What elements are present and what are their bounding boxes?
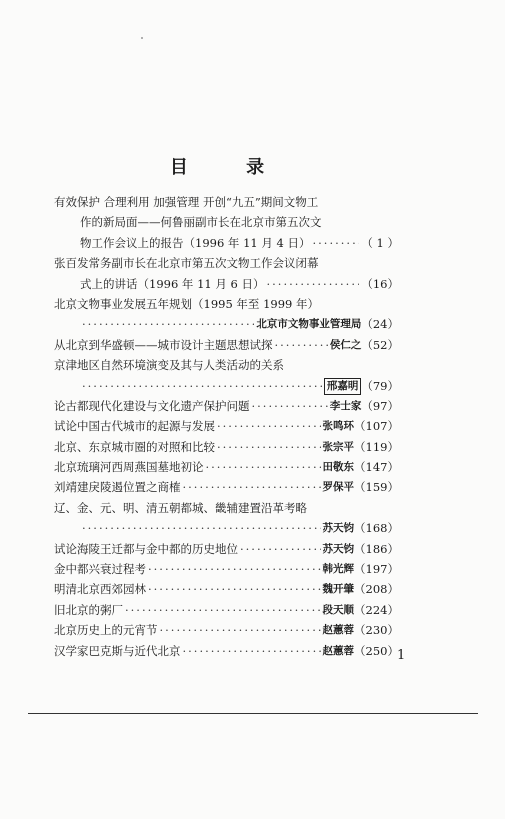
- toc-entry-title: 旧北京的粥厂: [54, 602, 123, 617]
- dot-leader: [82, 314, 254, 334]
- toc-entry-title: 北京琉璃河西周燕国墓地初论: [54, 460, 204, 475]
- toc-entry-author: 田敬东: [322, 461, 355, 474]
- toc-entry-line: [54, 457, 399, 477]
- footer-rule: [28, 713, 478, 714]
- dot-leader: [240, 539, 321, 559]
- dot-leader: [252, 396, 328, 416]
- toc-entry-title: 辽、金、元、明、清五朝都城、畿辅建置沿革考略: [54, 500, 307, 515]
- toc-entry-title: 汉学家巴克斯与近代北京: [54, 643, 181, 658]
- toc-entry-author: 苏天钧: [322, 522, 355, 535]
- toc-entry-line: [54, 212, 399, 232]
- dot-leader: [160, 620, 321, 640]
- toc-entry-page: （147）: [354, 460, 399, 475]
- toc-entry-title: 明清北京西郊园林: [54, 582, 146, 597]
- toc-entry-author: 侯仁之: [329, 338, 362, 351]
- toc-entry-line: [54, 192, 399, 212]
- toc-entry-title: 北京、东京城市圈的对照和比较: [54, 439, 215, 454]
- toc-entry-page: （24）: [361, 317, 399, 332]
- toc-entry-author: 段天顺: [322, 603, 355, 616]
- toc-entry-author: 北京市文物事业管理局: [256, 318, 362, 331]
- dot-leader: [82, 376, 322, 396]
- page-number: 1: [397, 648, 406, 663]
- toc-entry-line: [54, 620, 399, 640]
- dot-leader: [125, 600, 321, 620]
- toc-entry-line: [54, 294, 399, 314]
- dot-leader: [82, 518, 321, 538]
- toc-entry-leader-line: [54, 518, 399, 538]
- toc-entry-line: [54, 335, 399, 355]
- toc-entry-author: 韩光辉: [322, 563, 355, 576]
- toc-entry-page: （97）: [361, 398, 399, 413]
- toc-entry-page: （186）: [354, 541, 399, 556]
- dot-leader: [267, 274, 360, 294]
- toc-entry-page: （224）: [354, 602, 399, 617]
- toc-entry-author: 苏天钧: [322, 542, 355, 555]
- toc-entry-page: （197）: [354, 562, 399, 577]
- toc-entry-line: [54, 396, 399, 416]
- toc-entry-author: 李士家: [329, 399, 362, 412]
- toc-entry-line: [54, 416, 399, 436]
- toc-entry-title: 物工作会议上的报告（1996 年 11 月 4 日）: [80, 235, 311, 250]
- dot-leader: [313, 233, 360, 253]
- toc-entry-line: [54, 477, 399, 497]
- toc-entry-page: （52）: [361, 337, 399, 352]
- toc-entry-page: （159）: [354, 480, 399, 495]
- toc-entry-line: [54, 600, 399, 620]
- toc-entry-title: 北京文物事业发展五年规划（1995 年至 1999 年）: [54, 296, 319, 311]
- toc-entry-line: [54, 641, 399, 661]
- dot-leader: [206, 457, 321, 477]
- dot-leader: [148, 559, 321, 579]
- page-title: 目 录: [169, 157, 291, 178]
- dot-leader: [275, 335, 328, 355]
- toc-entry-title: 金中都兴衰过程考: [54, 562, 146, 577]
- toc-entry-author: 张宗平: [322, 440, 355, 453]
- toc-entry-line: [54, 253, 399, 273]
- scan-speck: [141, 37, 143, 39]
- toc-entry-page: （208）: [354, 582, 399, 597]
- toc-entry-title: 张百发常务副市长在北京市第五次文物工作会议闭幕: [54, 256, 319, 271]
- toc-entry-author: 赵蕙蓉: [322, 644, 355, 657]
- dot-leader: [217, 416, 321, 436]
- toc-entry-author: 赵蕙蓉: [322, 624, 355, 637]
- toc-entry-page: （ 1 ）: [361, 235, 399, 250]
- toc-entry-title: 式上的讲话（1996 年 11 月 6 日）: [80, 276, 265, 291]
- toc-entry-page: （230）: [354, 623, 399, 638]
- dot-leader: [183, 641, 321, 661]
- toc-entry-line: [54, 355, 399, 375]
- dot-leader: [183, 477, 321, 497]
- toc-entry-page: （119）: [354, 439, 399, 454]
- toc-entry-page: （79）: [361, 378, 399, 393]
- toc-entry-title: 刘靖建戾陵遏位置之商榷: [54, 480, 181, 495]
- toc-entry-leader-line: [54, 314, 399, 334]
- toc-entry-title: 试论中国古代城市的起源与发展: [54, 419, 215, 434]
- toc-entry-title: 京津地区自然环境演变及其与人类活动的关系: [54, 358, 284, 373]
- toc-entry-title: 北京历史上的元宵节: [54, 623, 158, 638]
- toc-entry-page: （168）: [354, 521, 399, 536]
- toc-entry-title: 从北京到华盛顿——城市设计主题思想试探: [54, 337, 273, 352]
- toc-entry-title: 试论海陵王迁都与金中都的历史地位: [54, 541, 238, 556]
- toc-entry-page: （16）: [361, 276, 399, 291]
- toc-entry-title: 作的新局面——何鲁丽副市长在北京市第五次文: [80, 215, 322, 230]
- toc-entry-line: [54, 559, 399, 579]
- toc-entry-line: [54, 437, 399, 457]
- toc-entry-leader-line: [54, 376, 399, 396]
- toc-entry-line: [54, 233, 399, 253]
- toc-entry-page: （107）: [354, 419, 399, 434]
- toc-entry-author: 魏开肇: [322, 583, 355, 596]
- toc-entry-author: 张鸣环: [322, 420, 355, 433]
- toc-entry-line: [54, 498, 399, 518]
- dot-leader: [217, 437, 321, 457]
- table-of-contents: [54, 192, 399, 661]
- toc-entry-page: （250）: [354, 643, 399, 658]
- dot-leader: [148, 579, 321, 599]
- toc-entry-author: 邢嘉明: [324, 378, 362, 395]
- toc-entry-title: 论古都现代化建设与文化遗产保护问题: [54, 398, 250, 413]
- toc-entry-line: [54, 539, 399, 559]
- toc-entry-title: 有效保护 合理利用 加强管理 开创“九五”期间文物工: [54, 195, 319, 209]
- toc-entry-author: 罗保平: [322, 481, 355, 494]
- toc-entry-line: [54, 274, 399, 294]
- toc-entry-line: [54, 579, 399, 599]
